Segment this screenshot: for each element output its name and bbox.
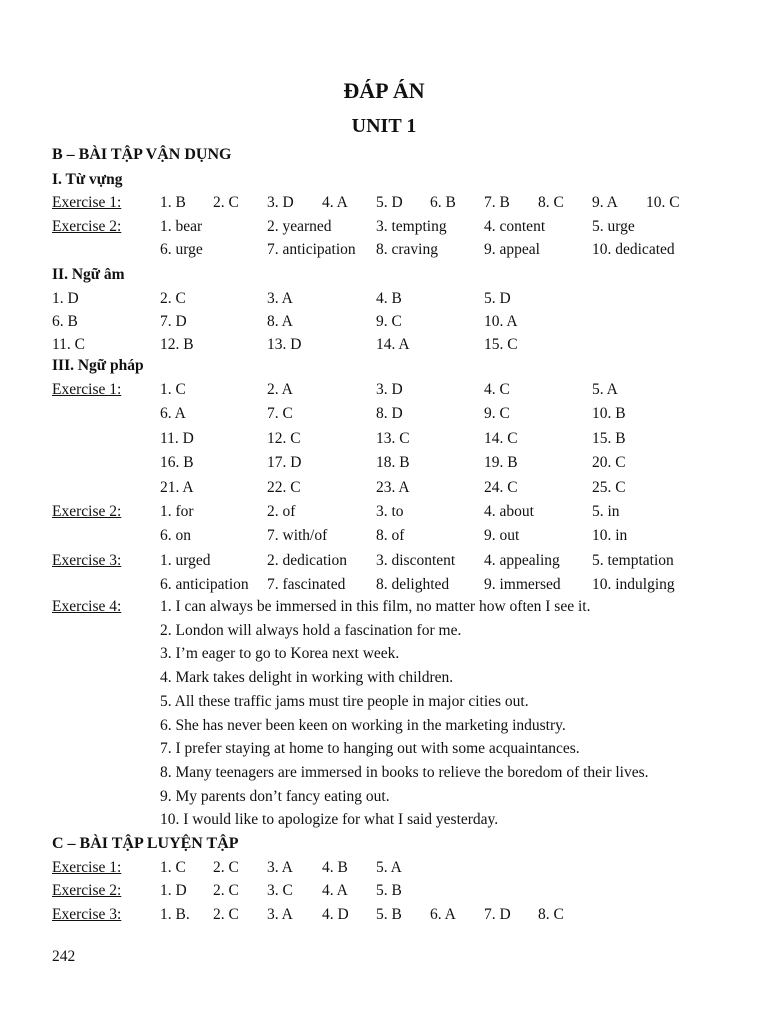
answer-cell: 8. A — [267, 313, 293, 330]
answer-cell: 2. yearned — [267, 218, 332, 235]
answer-cell: 4. about — [484, 503, 534, 520]
answer-cell: 15. C — [484, 336, 518, 353]
answer-sentence: 10. I would like to apologize for what I said yesterday. — [160, 811, 499, 829]
answer-cell: 20. C — [592, 454, 626, 472]
exercise-label: Exercise 3: — [52, 905, 122, 923]
answer-cell: 8. D — [376, 405, 403, 423]
answer-cell: 7. D — [484, 905, 511, 923]
answer-cell: 2. C — [213, 905, 239, 923]
answer-cell: 2. C — [160, 290, 186, 307]
answer-cell: 16. B — [160, 454, 194, 472]
answer-cell: 23. A — [376, 478, 410, 496]
answer-cell: 5. B — [376, 882, 402, 900]
answer-cell: 15. B — [592, 429, 626, 447]
phonetics-heading: II. Ngữ âm — [52, 266, 125, 283]
answer-sentence: 9. My parents don’t fancy eating out. — [160, 787, 390, 805]
answer-cell: 5. A — [592, 381, 618, 398]
answer-cell: 7. with/of — [267, 527, 328, 545]
page-title: ĐÁP ÁN — [343, 78, 425, 103]
answer-cell: 1. urged — [160, 551, 211, 569]
answer-cell: 5. B — [376, 905, 402, 923]
page-number: 242 — [52, 948, 76, 965]
answer-cell: 7. fascinated — [267, 576, 346, 594]
answer-cell: 1. C — [160, 859, 186, 876]
answer-cell: 6. anticipation — [160, 576, 249, 594]
answer-cell: 4. B — [376, 290, 402, 307]
answer-cell: 13. D — [267, 336, 302, 353]
answer-cell: 2. of — [267, 503, 296, 520]
answer-cell: 10. C — [646, 194, 680, 211]
answer-cell: 6. B — [430, 194, 456, 211]
answer-cell: 14. A — [376, 336, 410, 353]
answer-cell: 4. A — [322, 194, 348, 211]
answer-cell: 6. urge — [160, 241, 203, 258]
answer-sentence: 8. Many teenagers are immersed in books to relieve the boredom of their lives. — [160, 763, 649, 781]
answer-cell: 12. B — [160, 336, 194, 353]
answer-cell: 2. C — [213, 194, 239, 211]
answer-cell: 14. C — [484, 429, 518, 447]
answer-cell: 1. C — [160, 381, 186, 398]
answer-cell: 9. C — [484, 405, 510, 423]
exercise-label: Exercise 1: — [52, 194, 122, 211]
answer-cell: 5. D — [376, 194, 403, 211]
answer-cell: 21. A — [160, 478, 194, 496]
answer-cell: 1. B. — [160, 905, 190, 923]
answer-cell: 25. C — [592, 478, 626, 496]
section-b-heading: B – BÀI TẬP VẬN DỤNG — [52, 146, 232, 163]
answer-cell: 8. delighted — [376, 576, 450, 594]
answer-cell: 10. dedicated — [592, 241, 675, 258]
answer-cell: 8. C — [538, 194, 564, 211]
answer-cell: 5. in — [592, 503, 620, 520]
answer-cell: 1. D — [52, 290, 79, 307]
answer-cell: 8. of — [376, 527, 405, 545]
answer-cell: 11. D — [160, 429, 194, 447]
answer-cell: 18. B — [376, 454, 410, 472]
answer-cell: 9. C — [376, 313, 402, 330]
exercise-label: Exercise 2: — [52, 503, 122, 520]
grammar-heading: III. Ngữ pháp — [52, 357, 144, 374]
exercise-label: Exercise 3: — [52, 551, 122, 569]
answer-cell: 3. C — [267, 882, 293, 900]
answer-cell: 22. C — [267, 478, 301, 496]
answer-sentence: 2. London will always hold a fascination for me. — [160, 621, 462, 639]
answer-cell: 10. A — [484, 313, 518, 330]
answer-cell: 4. C — [484, 381, 510, 398]
answer-cell: 6. A — [430, 905, 456, 923]
answer-cell: 7. C — [267, 405, 293, 423]
answer-sentence: 6. She has never been keen on working in the marketing industry. — [160, 716, 566, 734]
unit-title: UNIT 1 — [351, 115, 417, 137]
answer-cell: 11. C — [52, 336, 86, 353]
answer-cell: 1. B — [160, 194, 186, 211]
exercise-label: Exercise 4: — [52, 598, 122, 615]
answer-cell: 5. temptation — [592, 551, 674, 569]
answer-cell: 3. A — [267, 905, 293, 923]
answer-cell: 19. B — [484, 454, 518, 472]
exercise-label: Exercise 2: — [52, 218, 122, 235]
answer-cell: 3. D — [267, 194, 294, 211]
vocab-heading: I. Từ vựng — [52, 171, 123, 188]
section-c-heading: C – BÀI TẬP LUYỆN TẬP — [52, 835, 239, 852]
answer-cell: 9. out — [484, 527, 520, 545]
answer-cell: 6. B — [52, 313, 78, 330]
answer-cell: 9. immersed — [484, 576, 561, 594]
answer-cell: 5. D — [484, 290, 511, 307]
answer-sentence: 5. All these traffic jams must tire people in major cities out. — [160, 692, 529, 710]
answer-cell: 2. A — [267, 381, 293, 398]
answer-cell: 1. bear — [160, 218, 203, 235]
answer-cell: 9. appeal — [484, 241, 540, 258]
answer-cell: 3. discontent — [376, 551, 456, 569]
answer-cell: 6. on — [160, 527, 191, 545]
answer-cell: 4. appealing — [484, 551, 560, 569]
answer-cell: 5. urge — [592, 218, 635, 235]
answer-cell: 8. craving — [376, 241, 438, 258]
answer-cell: 9. A — [592, 194, 618, 211]
answer-cell: 4. content — [484, 218, 546, 235]
answer-cell: 3. D — [376, 381, 403, 398]
answer-cell: 2. dedication — [267, 551, 348, 569]
answer-cell: 10. B — [592, 405, 626, 423]
answer-cell: 2. C — [213, 882, 239, 900]
answer-cell: 7. D — [160, 313, 187, 330]
answer-cell: 4. A — [322, 882, 348, 900]
answer-cell: 12. C — [267, 429, 301, 447]
exercise-label: Exercise 2: — [52, 882, 122, 900]
answer-cell: 2. C — [213, 859, 239, 876]
answer-cell: 4. B — [322, 859, 348, 876]
answer-sentence: 7. I prefer staying at home to hanging out with some acquaintances. — [160, 740, 580, 758]
answer-cell: 3. to — [376, 503, 404, 520]
answer-cell: 8. C — [538, 905, 564, 923]
answer-cell: 1. for — [160, 503, 194, 520]
answer-cell: 13. C — [376, 429, 410, 447]
answer-cell: 10. indulging — [592, 576, 675, 594]
answer-sentence: 4. Mark takes delight in working with children. — [160, 669, 454, 687]
answer-cell: 7. B — [484, 194, 510, 211]
answer-cell: 1. D — [160, 882, 187, 900]
answer-cell: 10. in — [592, 527, 628, 545]
answer-cell: 4. D — [322, 905, 349, 923]
answer-cell: 3. A — [267, 859, 293, 876]
answer-cell: 5. A — [376, 859, 402, 876]
answer-cell: 17. D — [267, 454, 302, 472]
answer-cell: 3. A — [267, 290, 293, 307]
answer-cell: 24. C — [484, 478, 518, 496]
answer-cell: 7. anticipation — [267, 241, 356, 258]
exercise-label: Exercise 1: — [52, 381, 122, 398]
answer-sentence: 1. I can always be immersed in this film, no matter how often I see it. — [160, 598, 591, 615]
exercise-label: Exercise 1: — [52, 859, 122, 876]
answer-cell: 6. A — [160, 405, 186, 423]
answer-sentence: 3. I’m eager to go to Korea next week. — [160, 645, 400, 663]
answer-cell: 3. tempting — [376, 218, 447, 235]
